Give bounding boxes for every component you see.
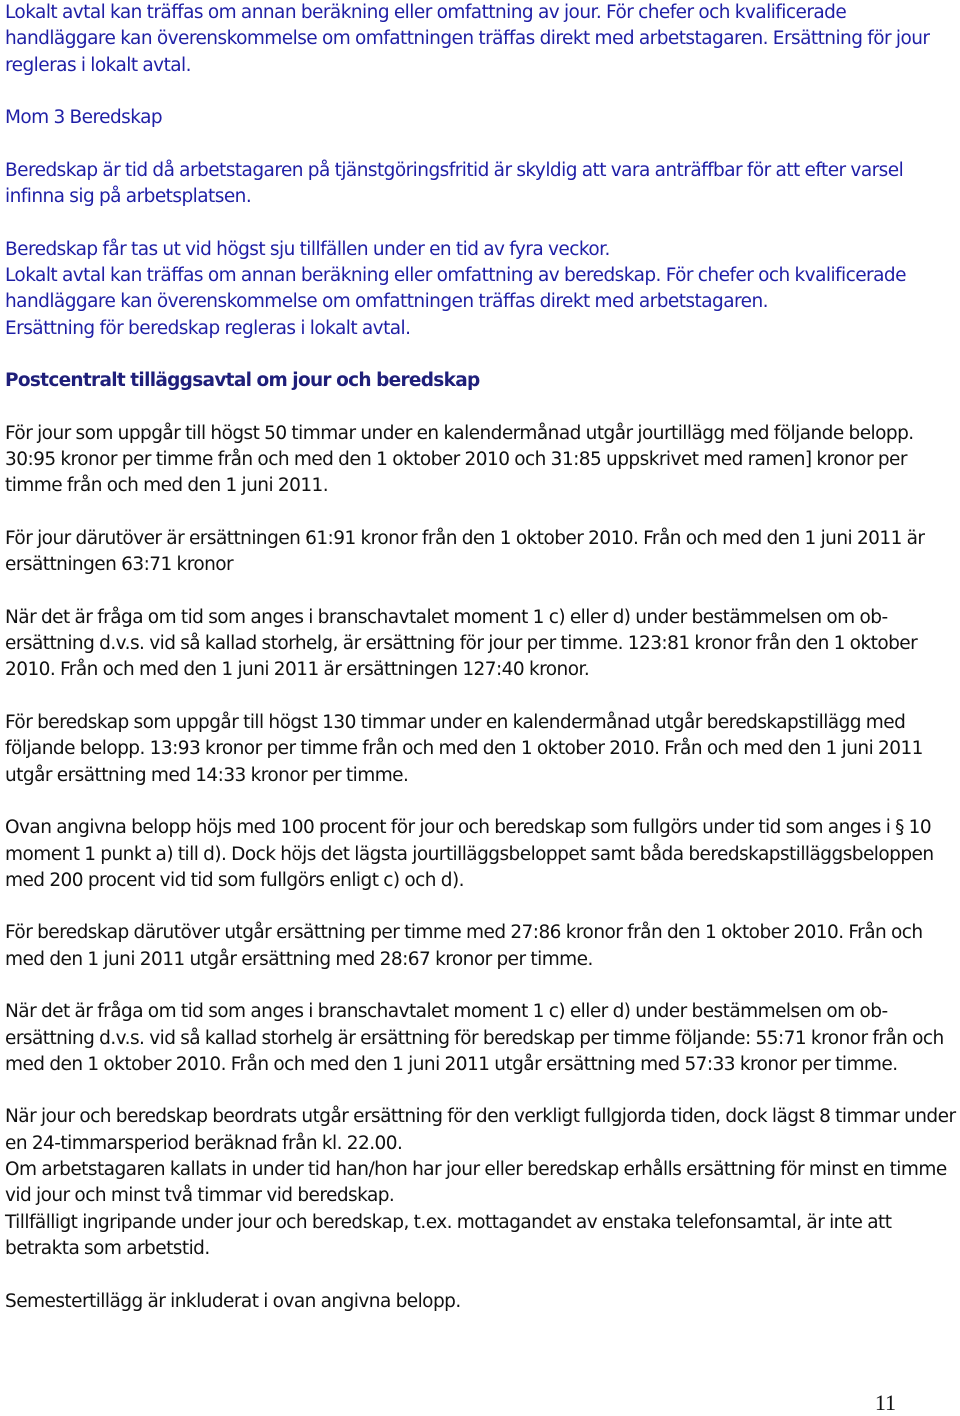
- document-page: [5, 0, 957, 1315]
- postcentral-heading: Postcentralt tilläggsavtal om jour och beredskap: [5, 370, 480, 392]
- paragraph-temporary-intervention: Tillfälligt ingripande under jour och beredskap, t.ex. mottagandet av enstaka telefonsamtal, är inte att betrakta som arbetstid.: [5, 1211, 892, 1259]
- mom3-heading: Mom 3 Beredskap: [5, 107, 163, 129]
- beredskap-local-agreement: Lokalt avtal kan träffas om annan beräkning eller omfattning av beredskap. För chefer och kvalificerade handläggare kan överenskommelse om omfattningen träffas direkt med arbetstagaren.: [5, 264, 906, 313]
- paragraph-ordered-jour: När jour och beredskap beordrats utgår ersättning för den verkligt fullgjorda tiden, dock lägst 8 timmar under en 24-timmarsperiod beräknad från kl. 22.00.: [5, 1106, 956, 1154]
- paragraph-beredskap-130-hours: För beredskap som uppgår till högst 130 timmar under en kalendermånad utgår beredskapstillägg med följande belopp. 13:93 kronor per timme från och med den 1 oktober 2010. Från och med den 1 juni 2011 utgår ersättning med 14:33 kronor per timme.: [5, 712, 923, 786]
- paragraph-jour-beyond: För jour därutöver är ersättningen 61:91 kronor från den 1 oktober 2010. Från och med den 1 juni 2011 är ersättningen 63:71 kronor: [5, 527, 925, 576]
- paragraph-increase-100-percent: Ovan angivna belopp höjs med 100 procent för jour och beredskap som fullgörs under tid som anges i § 10 moment 1 punkt a) till d). Dock höjs det lägsta jourtilläggsbeloppet samt båda beredskapstilläggsbeloppen med 200 procent vid tid som fullgörs enligt c) och d).: [5, 817, 934, 891]
- beredskap-limit: Beredskap får tas ut vid högst sju tillfällen under en tid av fyra veckor.: [5, 238, 610, 260]
- paragraph-holiday-supplement: Semestertillägg är inkluderat i ovan angivna belopp.: [5, 1290, 461, 1312]
- paragraph-jour-storhelg: När det är fråga om tid som anges i branschavtalet moment 1 c) eller d) under bestämmelsen om ob-ersättning d.v.s. vid så kallad storhelg, är ersättning för jour per timme. 123:81 kronor från den 1 oktober 2010. Från och med den 1 juni 2011 är ersättningen 127:40 kronor.: [5, 606, 918, 681]
- jour-local-agreement-text: Lokalt avtal kan träffas om annan beräkning eller omfattning av jour. För chefer och kvalificerade handläggare kan överenskommelse om omfattningen träffas direkt med arbetstagaren. Ersättning för jour regleras i lokalt avtal.: [5, 2, 930, 76]
- beredskap-compensation: Ersättning för beredskap regleras i lokalt avtal.: [5, 317, 411, 339]
- paragraph-called-in: Om arbetstagaren kallats in under tid han/hon har jour eller beredskap erhålls ersättning för minst en timme vid jour och minst två timmar vid beredskap.: [5, 1159, 947, 1207]
- paragraph-jour-50-hours: För jour som uppgår till högst 50 timmar under en kalendermånad utgår jourtillägg med följande belopp. 30:95 kronor per timme från och med den 1 oktober 2010 och 31:85 uppskrivet med ramen] kronor per timme från och med den 1 juni 2011.: [5, 422, 914, 497]
- beredskap-definition: Beredskap är tid då arbetstagaren på tjänstgöringsfritid är skyldig att vara anträffbar för att efter varsel infinna sig på arbetsplatsen.: [5, 159, 904, 208]
- paragraph-beredskap-storhelg: När det är fråga om tid som anges i branschavtalet moment 1 c) eller d) under bestämmelsen om ob-ersättning d.v.s. vid så kallad storhelg är ersättning för beredskap per timme följande: 55:71 kronor från och med den 1 oktober 2010. Från och med den 1 juni 2011 utgår ersättning med 57:33 kronor per timme.: [5, 1001, 944, 1075]
- paragraph-beredskap-beyond: För beredskap därutöver utgår ersättning per timme med 27:86 kronor från den 1 oktober 2010. Från och med den 1 juni 2011 utgår ersättning med 28:67 kronor per timme.: [5, 922, 923, 970]
- page-number: 11: [874, 1390, 896, 1415]
